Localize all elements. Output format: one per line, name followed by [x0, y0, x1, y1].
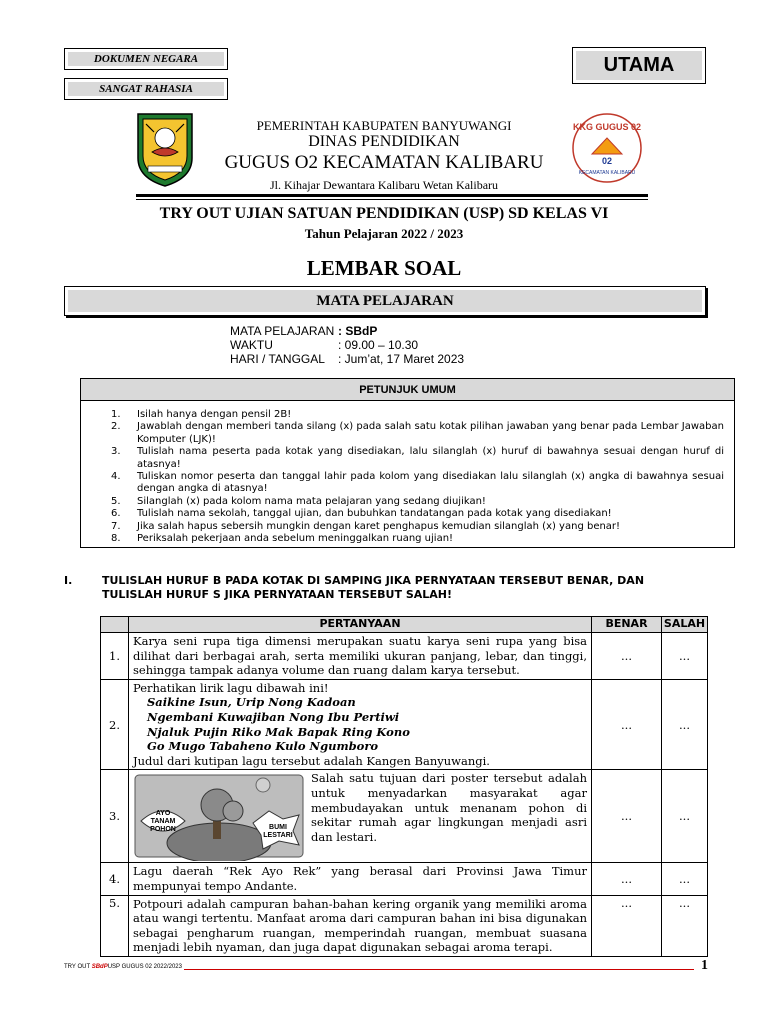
item-number: 1. — [111, 409, 121, 420]
answer-salah[interactable]: ... — [662, 679, 708, 770]
lyric-line: Go Mugo Tabaheno Kulo Ngumboro — [147, 739, 379, 754]
header-address: Jl. Kihajar Dewantara Kalibaru Wetan Kalibaru — [269, 178, 499, 192]
header-benar: BENAR — [592, 617, 662, 633]
answer-benar[interactable]: ... — [592, 679, 662, 770]
header-question: PERTANYAAN — [129, 617, 592, 633]
label-utama — [572, 47, 706, 84]
question-number: 5. — [101, 895, 129, 956]
label-dokumen-text: DOKUMEN NEGARA — [68, 52, 224, 66]
answer-benar[interactable]: ... — [592, 863, 662, 895]
label-utama-text: UTAMA — [576, 51, 702, 80]
header-dinas: DINAS PENDIDIKAN — [308, 133, 460, 150]
lyric-outro: Judul dari kutipan lagu tersebut adalah Kangen Banyuwangi. — [133, 753, 490, 768]
answer-benar[interactable]: ... — [592, 895, 662, 956]
tree-planting-poster-icon — [133, 771, 305, 861]
poster-right-line-1: BUMI — [269, 824, 287, 832]
list-item — [111, 446, 724, 471]
exam-info — [230, 324, 464, 366]
instructions-list — [81, 401, 734, 545]
lyric-line: Saikine Isun, Urip Nong Kadoan — [147, 695, 356, 710]
section-number: I. — [64, 574, 73, 587]
item-text: Silanglah (x) pada kolom nama mata pelajaran yang sedang diujikan! — [137, 495, 486, 507]
instructions-title: PETUNJUK UMUM — [81, 379, 734, 401]
page-footer — [64, 958, 708, 976]
label-dokumen-negara — [64, 48, 228, 70]
list-item — [111, 521, 724, 533]
info-value: : SBdP — [338, 324, 378, 338]
label-sangat-rahasia — [64, 78, 228, 100]
answer-benar[interactable]: ... — [592, 770, 662, 863]
answer-salah[interactable]: ... — [662, 770, 708, 863]
item-text: Jika salah hapus sebersih mungkin dengan karet penghapus kemudian silanglah (x) yang benar! — [137, 520, 621, 532]
answer-benar[interactable]: ... — [592, 633, 662, 680]
header-gugus: GUGUS O2 KECAMATAN KALIBARU — [224, 152, 544, 173]
section-text: TULISLAH HURUF B PADA KOTAK DI SAMPING JIKA PERNYATAAN TERSEBUT BENAR, DAN TULISLAH HURUF S JIKA PERNYATAAN TERSEBUT SALAH! — [102, 574, 645, 601]
list-item — [111, 496, 724, 508]
header-government: PEMERINTAH KABUPATEN BANYUWANGI — [256, 118, 512, 133]
header-salah: SALAH — [662, 617, 708, 633]
table-row — [101, 895, 708, 956]
list-item — [111, 508, 724, 520]
item-number: 2. — [111, 421, 121, 433]
item-number: 5. — [111, 495, 121, 507]
section-instruction — [64, 574, 708, 602]
question-text: Lagu daerah “Rek Ayo Rek” yang berasal dari Provinsi Jawa Timur mempunyai tempo Andante. — [129, 863, 592, 895]
question-number: 1. — [101, 633, 129, 680]
info-key: MATA PELAJARAN — [230, 324, 335, 338]
answer-salah[interactable]: ... — [662, 863, 708, 895]
logo-right-text: KKG GUGUS 02 — [572, 122, 642, 132]
poster-left-line-3: POHON — [150, 826, 176, 834]
item-number: 4. — [111, 471, 121, 483]
item-text: Tulislah nama sekolah, tanggal ujian, dan bubuhkan tandatangan pada kotak yang disediakan! — [137, 508, 612, 520]
question-text: Potpouri adalah campuran bahan-bahan kering organik yang memiliki aroma atau wangi tertentu. Manfaat aroma dari campuran bahan ini bisa digunakan sebagai pengharum ruangan, memperindah ruangan, membuat suasana menjadi lebih nyaman, dan juga dapat digunakan sebagai aroma terapi. — [129, 895, 592, 956]
table-row — [101, 770, 708, 863]
list-item — [111, 471, 724, 496]
poster-left-line-2: TANAM — [150, 818, 176, 826]
info-value: : Jum’at, 17 Maret 2023 — [338, 352, 465, 366]
question-text — [129, 770, 592, 863]
table-row — [101, 679, 708, 770]
footer-subject: SBdP — [91, 964, 108, 970]
logo-right-sub: KECAMATAN KALIBARU — [578, 170, 636, 176]
question-number: 4. — [101, 863, 129, 895]
poster-left-line-1: AYO — [155, 810, 171, 818]
footer-pre: TRY OUT — [64, 964, 92, 970]
table-row — [101, 863, 708, 895]
lyric-intro: Perhatikan lirik lagu dibawah ini! — [133, 680, 329, 695]
label-rahasia-text: SANGAT RAHASIA — [68, 82, 224, 96]
academic-year: Tahun Pelajaran 2022 / 2023 — [304, 226, 464, 241]
list-item — [111, 409, 724, 421]
info-row — [230, 338, 464, 352]
poster-question — [133, 771, 587, 861]
list-item — [111, 421, 724, 446]
footer-post: USP GUGUS 02 2022/2023 — [107, 964, 182, 970]
item-number: 6. — [111, 508, 121, 520]
page-number: 1 — [701, 958, 708, 973]
header-divider — [136, 194, 648, 197]
footer-text — [64, 964, 184, 970]
poster-right-line-2: LESTARI — [263, 832, 293, 840]
logo-right-num: 02 — [601, 156, 613, 166]
item-text: Jawablah dengan memberi tanda silang (x) pada salah satu kotak pilihan jawaban yang benar pada Lembar Jawaban Komputer (LJK)! — [137, 421, 724, 445]
lyric-line: Njaluk Pujin Riko Mak Bapak Ring Kono — [147, 724, 410, 739]
info-key: HARI / TANGGAL — [230, 352, 325, 366]
info-key: WAKTU — [230, 338, 273, 352]
info-value: : 09.00 – 10.30 — [338, 338, 419, 352]
info-row — [230, 324, 464, 338]
poster-question-text: Salah satu tujuan dari poster tersebut adalah untuk menyadarkan masyarakat agar membudayakan untuk menanam pohon di sekitar rumah agar lingkungan menjadi asri dan lestari. — [311, 771, 587, 844]
header-divider-thin — [136, 199, 648, 200]
subject-banner — [64, 286, 706, 316]
item-text: Tulislah nama peserta pada kotak yang disediakan, lalu silanglah (x) huruf di bawahnya sesuai dengan huruf di atasnya! — [137, 446, 724, 470]
exam-title: TRY OUT UJIAN SATUAN PENDIDIKAN (USP) SD KELAS VI — [159, 205, 609, 222]
table-header-row — [101, 617, 708, 633]
question-text: Karya seni rupa tiga dimensi merupakan suatu karya seni rupa yang bisa dilihat dari berbagai arah, serta memiliki ukuran panjang, lebar, dan tinggi, sehingga tampak adanya volume dan ruang dalam karya tersebut. — [129, 633, 592, 680]
table-row — [101, 633, 708, 680]
lyric-line: Ngembani Kuwajiban Nong Ibu Pertiwi — [147, 709, 400, 724]
question-number: 3. — [101, 770, 129, 863]
item-text: Isilah hanya dengan pensil 2B! — [137, 409, 292, 420]
item-number: 8. — [111, 533, 121, 545]
answer-salah[interactable]: ... — [662, 633, 708, 680]
header-no — [101, 617, 129, 633]
item-number: 3. — [111, 446, 121, 458]
list-item — [111, 533, 724, 545]
item-number: 7. — [111, 520, 121, 532]
page-title: LEMBAR SOAL — [306, 256, 462, 280]
subject-banner-text: MATA PELAJARAN — [68, 290, 702, 312]
item-text: Periksalah pekerjaan anda sebelum meninggalkan ruang ujian! — [137, 533, 454, 545]
question-number: 2. — [101, 679, 129, 770]
info-row — [230, 352, 464, 366]
answer-salah[interactable]: ... — [662, 895, 708, 956]
item-text: Tuliskan nomor peserta dan tanggal lahir pada kolom yang disediakan lalu silanglah (x) angka di bawahnya sesuai dengan angka di atasnya! — [137, 471, 724, 495]
question-table — [100, 616, 708, 957]
question-text — [129, 679, 592, 770]
general-instructions — [80, 378, 735, 548]
